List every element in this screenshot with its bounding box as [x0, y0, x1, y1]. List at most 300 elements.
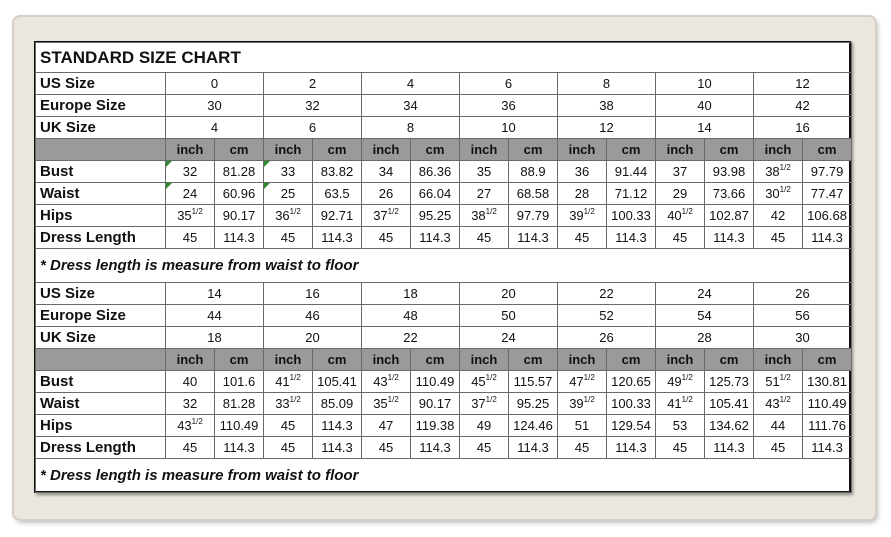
dress-length-inch-value — [558, 437, 607, 459]
unit-inch-header: inch — [166, 349, 215, 371]
bust-inch-value — [656, 371, 705, 393]
dress-length-inch-value — [362, 437, 411, 459]
inch-number: 45 — [574, 440, 590, 455]
inch-number: 45 — [476, 440, 492, 455]
cm-number: 97.79 — [810, 164, 844, 179]
cm-number: 100.33 — [611, 396, 651, 411]
inch-number: 45 — [770, 230, 786, 245]
cm-number: 63.5 — [324, 186, 350, 201]
waist-inch-value — [362, 393, 411, 415]
inch-number: 49 — [476, 418, 492, 433]
dress-length-inch-value — [264, 227, 313, 249]
unit-inch-header: inch — [558, 349, 607, 371]
unit-inch-header: inch — [656, 349, 705, 371]
hips-inch-value — [754, 205, 803, 227]
inch-number: 45 — [471, 374, 486, 389]
dress-length-cm-value — [215, 437, 264, 459]
cm-number: 114.3 — [713, 440, 745, 455]
cm-number: 114.3 — [419, 230, 451, 245]
waist-cm-value — [607, 393, 656, 415]
europe-size-label: Europe Size — [36, 95, 166, 117]
unit-header-row — [36, 139, 852, 161]
dress-length-note: * Dress length is measure from waist to floor — [36, 249, 852, 283]
cm-number: 130.81 — [807, 374, 847, 389]
hips-cm-value — [215, 415, 264, 437]
cm-number: 134.62 — [709, 418, 749, 433]
cm-number: 66.04 — [418, 186, 452, 201]
uk-size-value: 26 — [558, 327, 656, 349]
hips-inch-value — [558, 415, 607, 437]
hips-cm-value — [607, 205, 656, 227]
hips-inch-value — [656, 415, 705, 437]
cm-number: 90.17 — [418, 396, 452, 411]
bust-inch-value — [460, 371, 509, 393]
unit-cm-header: cm — [705, 139, 754, 161]
us-size-label: US Size — [36, 283, 166, 305]
europe-size-value: 52 — [558, 305, 656, 327]
uk-size-row — [36, 117, 852, 139]
cm-number: 83.82 — [320, 164, 354, 179]
waist-row — [36, 183, 852, 205]
inch-number: 43 — [177, 418, 192, 433]
us-size-value: 16 — [264, 283, 362, 305]
half-fraction: 1/2 — [583, 207, 595, 216]
unit-inch-header: inch — [558, 139, 607, 161]
dress-length-row — [36, 437, 852, 459]
bust-cm-value — [509, 161, 558, 183]
dress-length-label: Dress Length — [36, 227, 166, 249]
unit-header-blank — [36, 349, 166, 371]
unit-inch-header: inch — [460, 139, 509, 161]
inch-number: 28 — [574, 186, 590, 201]
inch-number: 45 — [280, 230, 296, 245]
inch-number: 37 — [672, 164, 688, 179]
inch-number: 41 — [667, 396, 682, 411]
us-size-value: 24 — [656, 283, 754, 305]
hips-cm-value — [705, 415, 754, 437]
waist-inch-value — [460, 393, 509, 415]
unit-cm-header: cm — [705, 349, 754, 371]
unit-inch-header: inch — [754, 139, 803, 161]
bust-inch-value — [558, 371, 607, 393]
hips-cm-value — [313, 205, 362, 227]
dress-length-cm-value — [803, 437, 852, 459]
inch-number: 45 — [378, 230, 394, 245]
waist-cm-value — [803, 393, 852, 415]
waist-cm-value — [803, 183, 852, 205]
bust-inch-value — [166, 161, 215, 183]
uk-size-value: 14 — [656, 117, 754, 139]
inch-number: 45 — [182, 230, 198, 245]
hips-inch-value — [362, 415, 411, 437]
cm-number: 114.3 — [321, 230, 353, 245]
inch-number: 37 — [373, 208, 388, 223]
hips-cm-value — [411, 205, 460, 227]
hips-cm-value — [411, 415, 460, 437]
waist-inch-value — [656, 183, 705, 205]
waist-inch-value — [656, 393, 705, 415]
inch-number: 40 — [667, 208, 682, 223]
bust-inch-value — [460, 161, 509, 183]
europe-size-value: 42 — [754, 95, 852, 117]
dress-length-inch-value — [754, 437, 803, 459]
bust-cm-value — [803, 371, 852, 393]
waist-cm-value — [411, 393, 460, 415]
inch-number: 51 — [574, 418, 590, 433]
dress-length-inch-value — [166, 437, 215, 459]
unit-cm-header: cm — [607, 349, 656, 371]
us-size-value: 0 — [166, 73, 264, 95]
bust-inch-value — [362, 161, 411, 183]
europe-size-value: 40 — [656, 95, 754, 117]
unit-cm-header: cm — [313, 139, 362, 161]
inch-number: 51 — [765, 374, 780, 389]
unit-cm-header: cm — [215, 139, 264, 161]
cm-number: 115.57 — [513, 374, 553, 389]
waist-inch-value — [754, 183, 803, 205]
cm-number: 114.3 — [419, 440, 451, 455]
waist-inch-value — [460, 183, 509, 205]
bust-cm-value — [313, 161, 362, 183]
uk-size-value: 22 — [362, 327, 460, 349]
cm-number: 114.3 — [615, 440, 647, 455]
dress-length-inch-value — [460, 227, 509, 249]
dress-length-cm-value — [705, 437, 754, 459]
us-size-value: 8 — [558, 73, 656, 95]
cm-number: 95.25 — [516, 396, 550, 411]
bust-cm-value — [607, 161, 656, 183]
dress-length-cm-value — [509, 227, 558, 249]
europe-size-value: 34 — [362, 95, 460, 117]
bust-cm-value — [411, 371, 460, 393]
cm-number: 111.76 — [808, 418, 846, 433]
dress-length-cm-value — [705, 227, 754, 249]
inch-number: 47 — [378, 418, 394, 433]
us-size-value: 6 — [460, 73, 558, 95]
hips-inch-value — [460, 415, 509, 437]
dress-length-cm-value — [313, 437, 362, 459]
europe-size-label: Europe Size — [36, 305, 166, 327]
half-fraction: 1/2 — [485, 373, 497, 382]
europe-size-value: 30 — [166, 95, 264, 117]
unit-cm-header: cm — [411, 349, 460, 371]
inch-number: 45 — [672, 440, 688, 455]
dress-length-inch-value — [558, 227, 607, 249]
cm-number: 114.3 — [321, 440, 353, 455]
hips-cm-value — [313, 415, 362, 437]
dress-length-cm-value — [607, 437, 656, 459]
inch-number: 45 — [574, 230, 590, 245]
bust-inch-value — [362, 371, 411, 393]
half-fraction: 1/2 — [681, 373, 693, 382]
cm-number: 114.3 — [811, 230, 843, 245]
inch-number: 29 — [672, 186, 688, 201]
inch-number: 32 — [182, 396, 198, 411]
dress-length-inch-value — [754, 227, 803, 249]
hips-label: Hips — [36, 415, 166, 437]
inch-number: 49 — [667, 374, 682, 389]
bust-cm-value — [411, 161, 460, 183]
unit-cm-header: cm — [803, 139, 852, 161]
waist-inch-value — [558, 183, 607, 205]
inch-number: 30 — [765, 186, 780, 201]
dress-length-inch-value — [166, 227, 215, 249]
inch-number: 53 — [672, 418, 688, 433]
cm-number: 92.71 — [320, 208, 354, 223]
inch-number: 38 — [765, 164, 780, 179]
unit-inch-header: inch — [656, 139, 705, 161]
inch-number: 43 — [765, 396, 780, 411]
bust-row — [36, 161, 852, 183]
us-size-value: 20 — [460, 283, 558, 305]
inch-number: 42 — [770, 208, 786, 223]
inch-number: 41 — [275, 374, 290, 389]
bust-label: Bust — [36, 371, 166, 393]
dress-length-cm-value — [215, 227, 264, 249]
waist-inch-value — [264, 393, 313, 415]
cm-number: 95.25 — [418, 208, 452, 223]
uk-size-value: 12 — [558, 117, 656, 139]
bust-cm-value — [705, 371, 754, 393]
bust-cm-value — [803, 161, 852, 183]
hips-cm-value — [803, 205, 852, 227]
europe-size-value: 54 — [656, 305, 754, 327]
cm-number: 119.38 — [415, 418, 455, 433]
inch-number: 36 — [275, 208, 290, 223]
unit-cm-header: cm — [215, 349, 264, 371]
us-size-value: 10 — [656, 73, 754, 95]
waist-cm-value — [509, 183, 558, 205]
dress-length-cm-value — [411, 227, 460, 249]
waist-inch-value — [362, 183, 411, 205]
hips-inch-value — [166, 205, 215, 227]
inch-number: 35 — [476, 164, 492, 179]
waist-cm-value — [215, 393, 264, 415]
bust-cm-value — [705, 161, 754, 183]
inch-number: 39 — [569, 208, 584, 223]
cm-number: 73.66 — [712, 186, 746, 201]
uk-size-label: UK Size — [36, 327, 166, 349]
uk-size-value: 16 — [754, 117, 852, 139]
inch-number: 26 — [378, 186, 394, 201]
cm-number: 100.33 — [611, 208, 651, 223]
waist-row — [36, 393, 852, 415]
half-fraction: 1/2 — [779, 163, 791, 172]
bust-inch-value — [264, 161, 313, 183]
waist-inch-value — [166, 393, 215, 415]
cm-number: 77.47 — [810, 186, 844, 201]
inch-number: 36 — [574, 164, 590, 179]
europe-size-row — [36, 95, 852, 117]
bust-inch-value — [558, 161, 607, 183]
half-fraction: 1/2 — [387, 207, 399, 216]
hips-cm-value — [215, 205, 264, 227]
cm-number: 114.3 — [517, 230, 549, 245]
waist-cm-value — [705, 393, 754, 415]
unit-cm-header: cm — [803, 349, 852, 371]
inch-number: 45 — [280, 440, 296, 455]
uk-size-value: 18 — [166, 327, 264, 349]
cm-number: 81.28 — [222, 396, 256, 411]
inch-number: 44 — [770, 418, 786, 433]
bust-row — [36, 371, 852, 393]
unit-inch-header: inch — [264, 349, 313, 371]
bust-cm-value — [215, 371, 264, 393]
cm-number: 129.54 — [611, 418, 651, 433]
us-size-label: US Size — [36, 73, 166, 95]
unit-cm-header: cm — [313, 349, 362, 371]
inch-number: 45 — [770, 440, 786, 455]
inch-number: 27 — [476, 186, 492, 201]
cm-number: 106.68 — [807, 208, 847, 223]
half-fraction: 1/2 — [779, 373, 791, 382]
cm-number: 102.87 — [709, 208, 749, 223]
inch-number: 34 — [378, 164, 394, 179]
europe-size-row — [36, 305, 852, 327]
unit-cm-header: cm — [607, 139, 656, 161]
hips-inch-value — [264, 205, 313, 227]
inch-number: 47 — [569, 374, 584, 389]
hips-row — [36, 415, 852, 437]
bust-inch-value — [754, 161, 803, 183]
us-size-value: 14 — [166, 283, 264, 305]
us-size-value: 2 — [264, 73, 362, 95]
hips-inch-value — [558, 205, 607, 227]
dress-length-cm-value — [411, 437, 460, 459]
europe-size-value: 44 — [166, 305, 264, 327]
dress-length-cm-value — [803, 227, 852, 249]
hips-label: Hips — [36, 205, 166, 227]
inch-number: 33 — [280, 164, 296, 179]
us-size-value: 4 — [362, 73, 460, 95]
europe-size-value: 56 — [754, 305, 852, 327]
unit-inch-header: inch — [166, 139, 215, 161]
cm-number: 114.3 — [517, 440, 549, 455]
cm-number: 114.3 — [713, 230, 745, 245]
inch-number: 37 — [471, 396, 486, 411]
half-fraction: 1/2 — [681, 395, 693, 404]
hips-cm-value — [705, 205, 754, 227]
us-size-value: 22 — [558, 283, 656, 305]
dress-length-inch-value — [264, 437, 313, 459]
cm-number: 97.79 — [516, 208, 550, 223]
hips-cm-value — [607, 415, 656, 437]
cm-number: 88.9 — [520, 164, 546, 179]
uk-size-value: 24 — [460, 327, 558, 349]
half-fraction: 1/2 — [681, 207, 693, 216]
half-fraction: 1/2 — [583, 395, 595, 404]
europe-size-value: 48 — [362, 305, 460, 327]
inch-number: 39 — [569, 396, 584, 411]
inch-number: 45 — [672, 230, 688, 245]
cm-number: 114.3 — [321, 418, 353, 433]
cm-number: 93.98 — [712, 164, 746, 179]
waist-label: Waist — [36, 393, 166, 415]
waist-cm-value — [215, 183, 264, 205]
us-size-value: 26 — [754, 283, 852, 305]
cm-number: 124.46 — [513, 418, 553, 433]
unit-inch-header: inch — [264, 139, 313, 161]
cm-number: 114.3 — [615, 230, 647, 245]
half-fraction: 1/2 — [387, 373, 399, 382]
dress-length-cm-value — [509, 437, 558, 459]
unit-inch-header: inch — [460, 349, 509, 371]
bust-cm-value — [313, 371, 362, 393]
half-fraction: 1/2 — [289, 395, 301, 404]
inch-number: 45 — [378, 440, 394, 455]
hips-inch-value — [754, 415, 803, 437]
title-row — [36, 43, 852, 73]
unit-cm-header: cm — [509, 139, 558, 161]
hips-cm-value — [509, 415, 558, 437]
bust-cm-value — [509, 371, 558, 393]
cm-number: 110.49 — [219, 418, 259, 433]
dress-length-inch-value — [362, 227, 411, 249]
cm-number: 68.58 — [516, 186, 550, 201]
hips-inch-value — [362, 205, 411, 227]
half-fraction: 1/2 — [779, 395, 791, 404]
waist-inch-value — [264, 183, 313, 205]
waist-cm-value — [313, 183, 362, 205]
half-fraction: 1/2 — [191, 417, 203, 426]
us-size-value: 12 — [754, 73, 852, 95]
hips-inch-value — [166, 415, 215, 437]
dress-length-cm-value — [607, 227, 656, 249]
inch-number: 45 — [476, 230, 492, 245]
bust-inch-value — [264, 371, 313, 393]
cm-number: 110.49 — [807, 396, 847, 411]
half-fraction: 1/2 — [583, 373, 595, 382]
uk-size-value: 20 — [264, 327, 362, 349]
half-fraction: 1/2 — [485, 395, 497, 404]
uk-size-row — [36, 327, 852, 349]
uk-size-value: 28 — [656, 327, 754, 349]
inch-number: 38 — [471, 208, 486, 223]
unit-header-row — [36, 349, 852, 371]
waist-inch-value — [754, 393, 803, 415]
note-row — [36, 459, 852, 493]
inch-number: 24 — [182, 186, 198, 201]
half-fraction: 1/2 — [485, 207, 497, 216]
inch-number: 40 — [182, 374, 198, 389]
inch-number: 45 — [280, 418, 296, 433]
cm-number: 105.41 — [317, 374, 357, 389]
dress-length-cm-value — [313, 227, 362, 249]
inch-number: 33 — [275, 396, 290, 411]
note-row — [36, 249, 852, 283]
unit-cm-header: cm — [411, 139, 460, 161]
bust-inch-value — [166, 371, 215, 393]
waist-inch-value — [166, 183, 215, 205]
dress-length-inch-value — [656, 227, 705, 249]
unit-inch-header: inch — [362, 349, 411, 371]
half-fraction: 1/2 — [191, 207, 203, 216]
hips-inch-value — [460, 205, 509, 227]
cm-number: 86.36 — [418, 164, 452, 179]
bust-label: Bust — [36, 161, 166, 183]
hips-cm-value — [803, 415, 852, 437]
chart-title: STANDARD SIZE CHART — [36, 43, 852, 73]
inch-number: 43 — [373, 374, 388, 389]
cm-number: 120.65 — [611, 374, 651, 389]
waist-cm-value — [313, 393, 362, 415]
size-chart-table — [35, 42, 852, 493]
unit-inch-header: inch — [754, 349, 803, 371]
dress-length-note: * Dress length is measure from waist to floor — [36, 459, 852, 493]
dress-length-row — [36, 227, 852, 249]
waist-cm-value — [607, 183, 656, 205]
unit-header-blank — [36, 139, 166, 161]
